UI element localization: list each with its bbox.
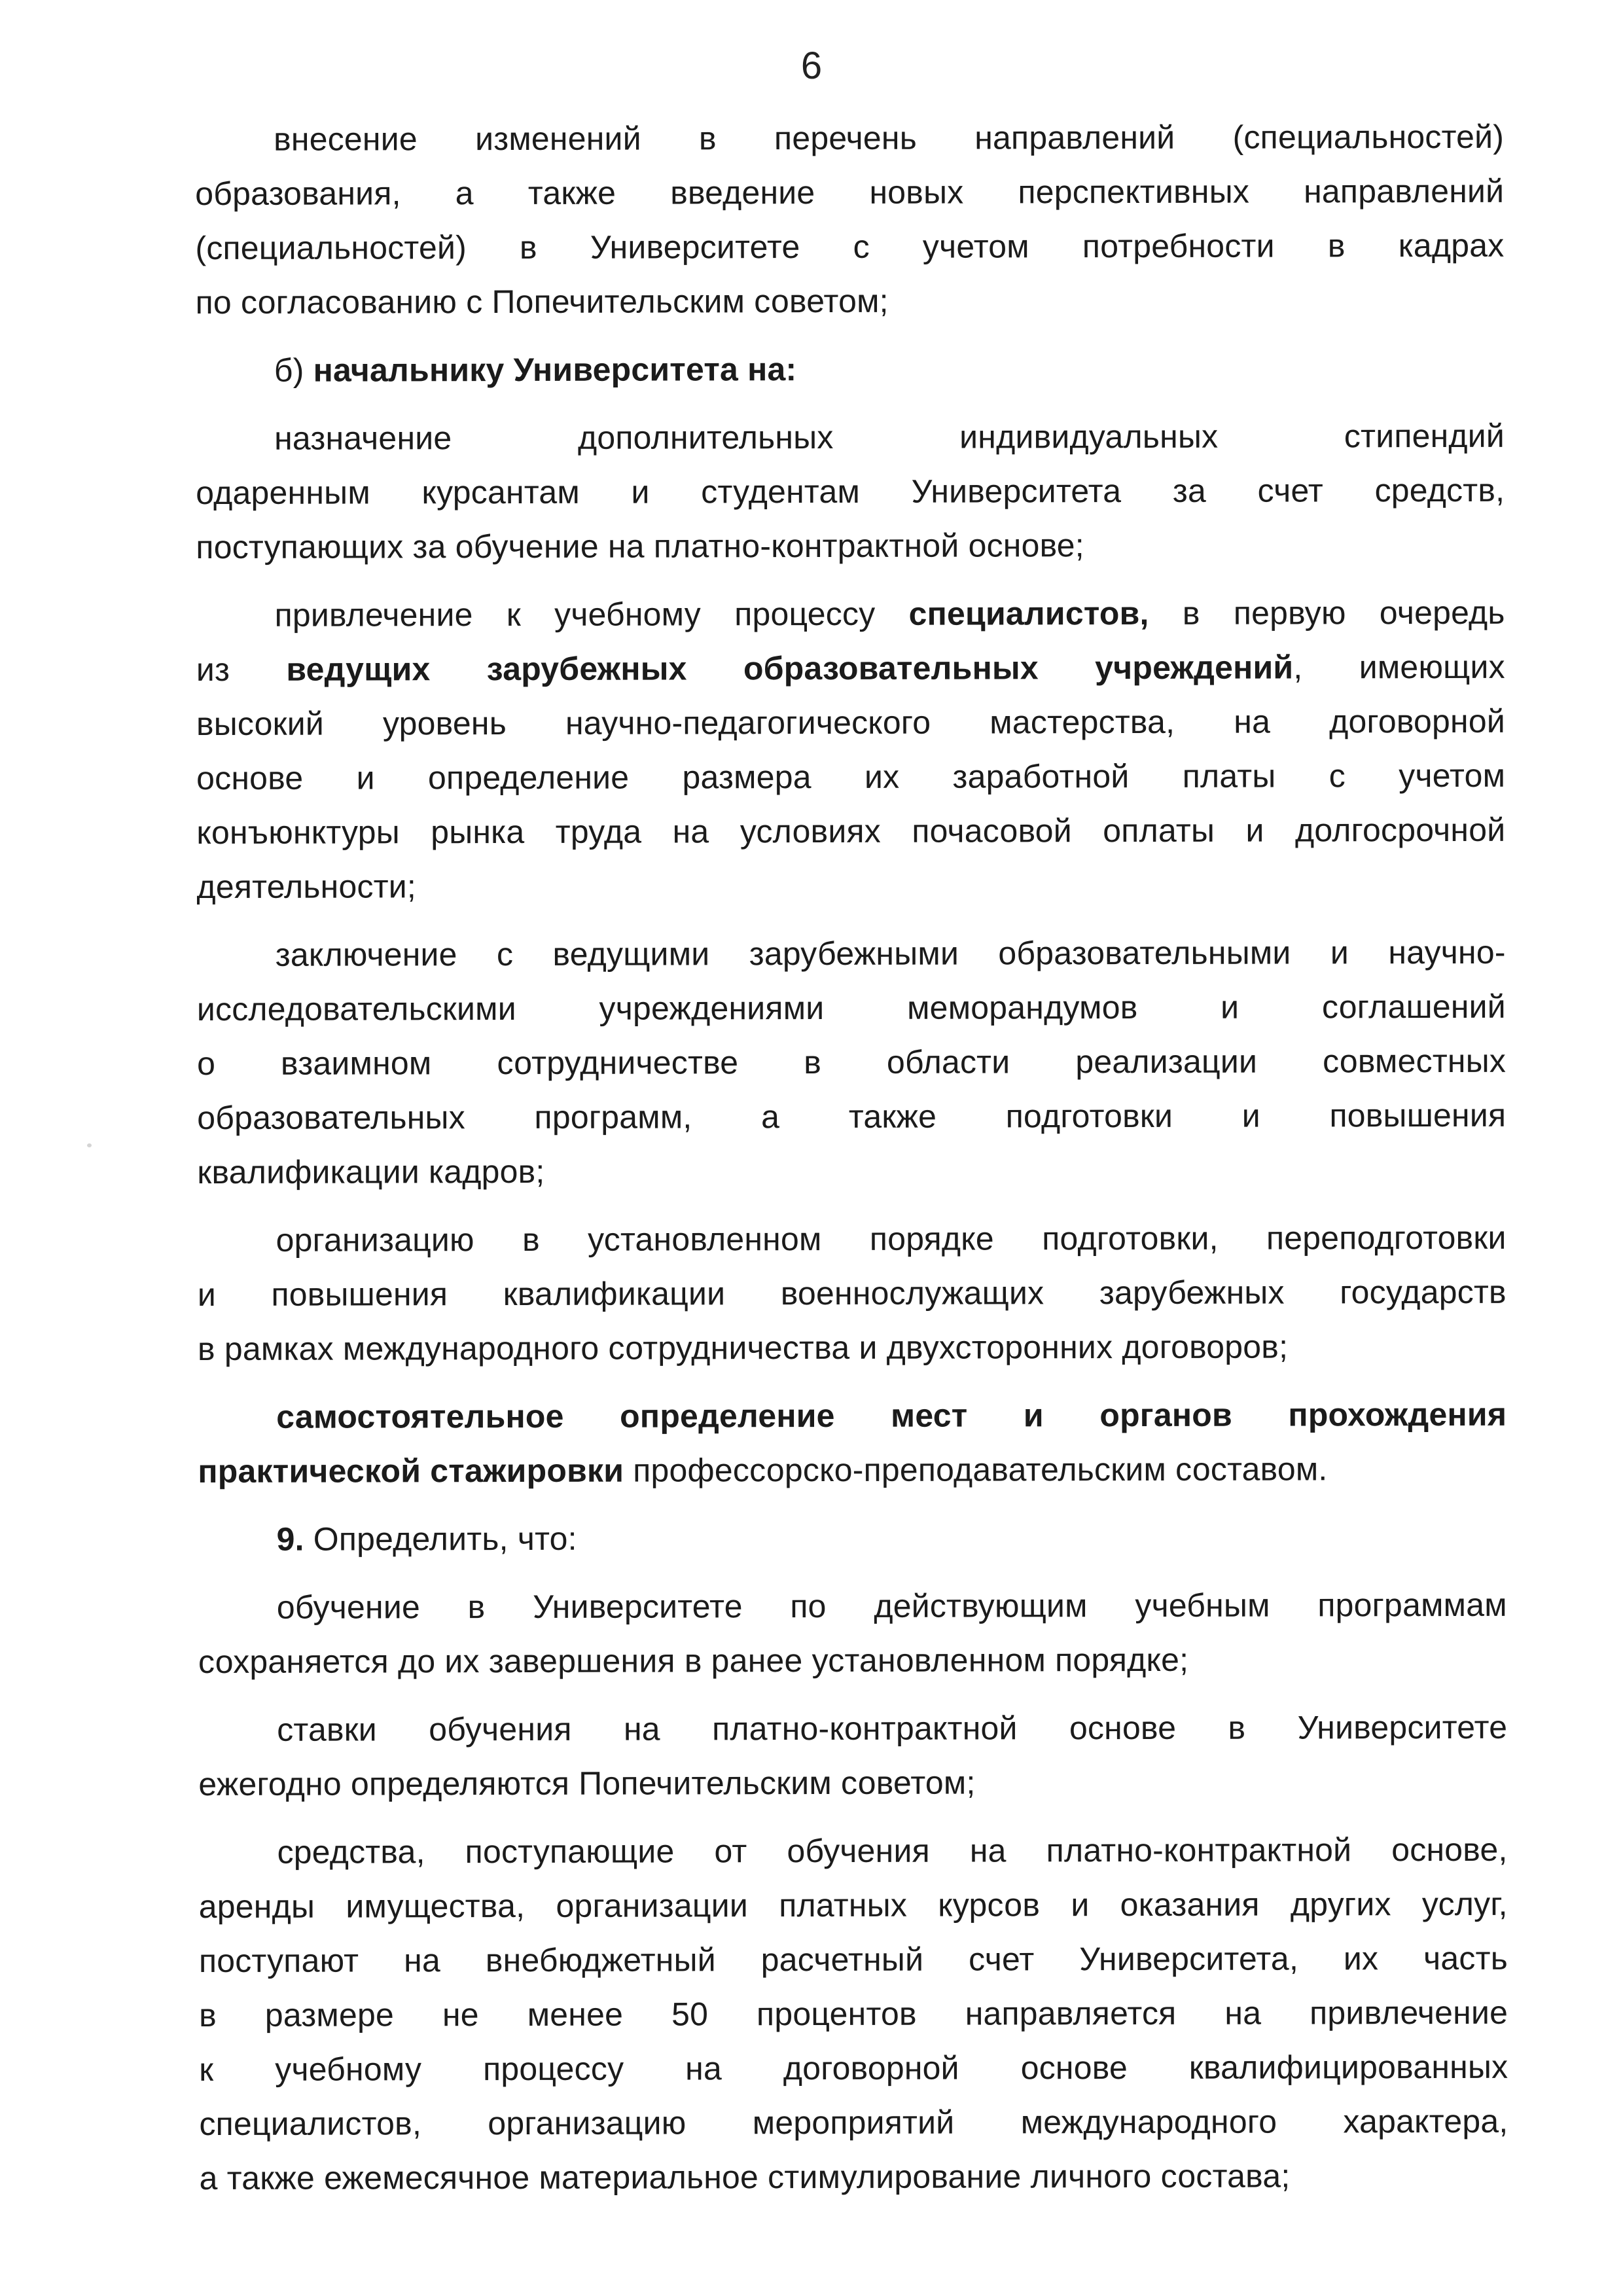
- text-line: [199, 2040, 1508, 2097]
- text-segment: практической стажировки: [198, 1452, 624, 1490]
- text-line: [198, 1265, 1507, 1322]
- text-segment: по согласованию с Попечительским советом;: [195, 282, 889, 321]
- paragraph: [198, 1510, 1507, 1567]
- text-segment: а также ежемесячное материальное стимулирование личного состава;: [199, 2157, 1291, 2197]
- document-body: [195, 110, 1508, 2219]
- text-segment: 9.: [276, 1520, 304, 1558]
- text-segment: , имеющих: [1293, 648, 1505, 686]
- text-line: [197, 1088, 1506, 1145]
- text-line: [195, 110, 1504, 167]
- text-segment: (специальностей) в Университете с учетом потребности в кадрах: [195, 226, 1505, 266]
- text-segment: организацию в установленном порядке подготовки, переподготовки: [276, 1219, 1507, 1259]
- text-line: [196, 803, 1505, 860]
- text-segment: деятельности;: [196, 868, 417, 905]
- text-line: [197, 1143, 1506, 1200]
- scan-artifact-speck: [87, 1143, 92, 1147]
- text-segment: специалистов,: [908, 594, 1149, 632]
- text-segment: конъюнктуры рынка труда на условиях почасовой оплаты и долгосрочной: [196, 811, 1506, 851]
- paragraph: [196, 409, 1505, 575]
- text-line: [196, 518, 1505, 575]
- text-line: [198, 1319, 1507, 1376]
- paragraph: [198, 1388, 1507, 1499]
- text-segment: исследовательскими учреждениями меморандумов и соглашений: [196, 988, 1506, 1028]
- text-line: [200, 2149, 1508, 2206]
- text-line: [198, 1578, 1507, 1635]
- text-segment: одаренным курсантам и студентам Университета за счет средств,: [196, 471, 1505, 511]
- text-segment: и повышения квалификации военнослужащих зарубежных государств: [197, 1273, 1507, 1313]
- text-line: [196, 409, 1505, 466]
- text-segment: высокий уровень научно-педагогического мастерства, на договорной: [196, 702, 1506, 742]
- text-segment: б): [274, 351, 313, 389]
- text-segment: сохраняется до их завершения в ранее установленном порядке;: [198, 1641, 1189, 1680]
- paragraph: [196, 341, 1505, 398]
- text-segment: квалификации кадров;: [197, 1153, 545, 1191]
- text-line: [196, 749, 1505, 806]
- text-line: [198, 1510, 1507, 1567]
- text-segment: к учебному процессу на договорной основе квалифицированных: [199, 2048, 1508, 2088]
- text-line: [195, 164, 1504, 221]
- text-segment: привлечение к учебному процессу: [274, 595, 909, 634]
- text-line: [196, 463, 1505, 520]
- text-line: [196, 857, 1505, 914]
- text-line: [196, 341, 1505, 398]
- text-segment: образования, а также введение новых перспективных направлений: [195, 172, 1505, 212]
- text-line: [196, 586, 1505, 643]
- text-line: [198, 1388, 1507, 1444]
- text-line: [196, 273, 1505, 330]
- text-line: [197, 925, 1506, 982]
- paragraph: [197, 925, 1507, 1200]
- text-line: [198, 1823, 1507, 1880]
- paragraph: [195, 110, 1505, 330]
- text-line: [198, 1442, 1507, 1499]
- text-segment: ведущих зарубежных образовательных учреждений: [286, 649, 1294, 688]
- text-segment: средства, поступающие от обучения на платно-контрактной основе,: [277, 1831, 1508, 1871]
- text-line: [199, 1931, 1508, 1988]
- text-segment: поступающих за обучение на платно-контрактной основе;: [196, 527, 1084, 565]
- text-line: [199, 1877, 1508, 1934]
- text-segment: аренды имущества, организации платных курсов и оказания других услуг,: [198, 1885, 1508, 1925]
- text-segment: в размере не менее 50 процентов направляется на привлечение: [199, 1994, 1508, 2034]
- text-segment: начальнику Университета на:: [313, 351, 797, 389]
- paragraph: [198, 1578, 1507, 1689]
- page-number: 6: [800, 45, 823, 87]
- text-line: [198, 1211, 1507, 1268]
- text-segment: самостоятельное определение мест и органов прохождения: [276, 1395, 1507, 1435]
- text-segment: Определить, что:: [304, 1520, 577, 1558]
- text-segment: в рамках международного сотрудничества и двухсторонних договоров;: [197, 1328, 1289, 1367]
- text-segment: образовательных программ, а также подготовки и повышения: [197, 1096, 1507, 1136]
- text-segment: назначение дополнительных индивидуальных стипендий: [274, 417, 1505, 457]
- text-segment: внесение изменений в перечень направлений (специальностей): [274, 118, 1505, 158]
- text-segment: ставки обучения на платно-контрактной основе в Университете: [277, 1708, 1508, 1748]
- text-line: [196, 694, 1505, 751]
- text-segment: поступают на внебюджетный расчетный счет Университета, их часть: [198, 1939, 1508, 1979]
- text-line: [196, 640, 1505, 697]
- paragraph: [198, 1700, 1507, 1812]
- text-segment: обучение в Университете по действующим учебным программам: [276, 1586, 1507, 1626]
- text-segment: основе и определение размера их заработной платы с учетом: [196, 757, 1506, 797]
- text-segment: о взаимном сотрудничестве в области реализации совместных: [196, 1042, 1507, 1082]
- paragraph: [198, 1823, 1508, 2206]
- text-segment: в первую очередь: [1149, 594, 1505, 632]
- text-line: [195, 219, 1504, 276]
- text-segment: специалистов, организацию мероприятий международного характера,: [199, 2102, 1508, 2142]
- text-line: [197, 1034, 1506, 1091]
- text-segment: профессорско-преподавательским составом.: [624, 1450, 1328, 1489]
- paragraph: [196, 586, 1506, 914]
- text-segment: ежегодно определяются Попечительским советом;: [198, 1764, 976, 1803]
- text-line: [197, 980, 1506, 1037]
- text-segment: заключение с ведущими зарубежными образовательными и научно-: [275, 933, 1506, 973]
- paragraph: [198, 1211, 1507, 1376]
- text-line: [198, 1700, 1507, 1757]
- text-line: [199, 2094, 1508, 2151]
- text-line: [198, 1755, 1507, 1812]
- text-line: [199, 1986, 1508, 2043]
- text-segment: из: [196, 651, 287, 688]
- text-line: [198, 1632, 1507, 1689]
